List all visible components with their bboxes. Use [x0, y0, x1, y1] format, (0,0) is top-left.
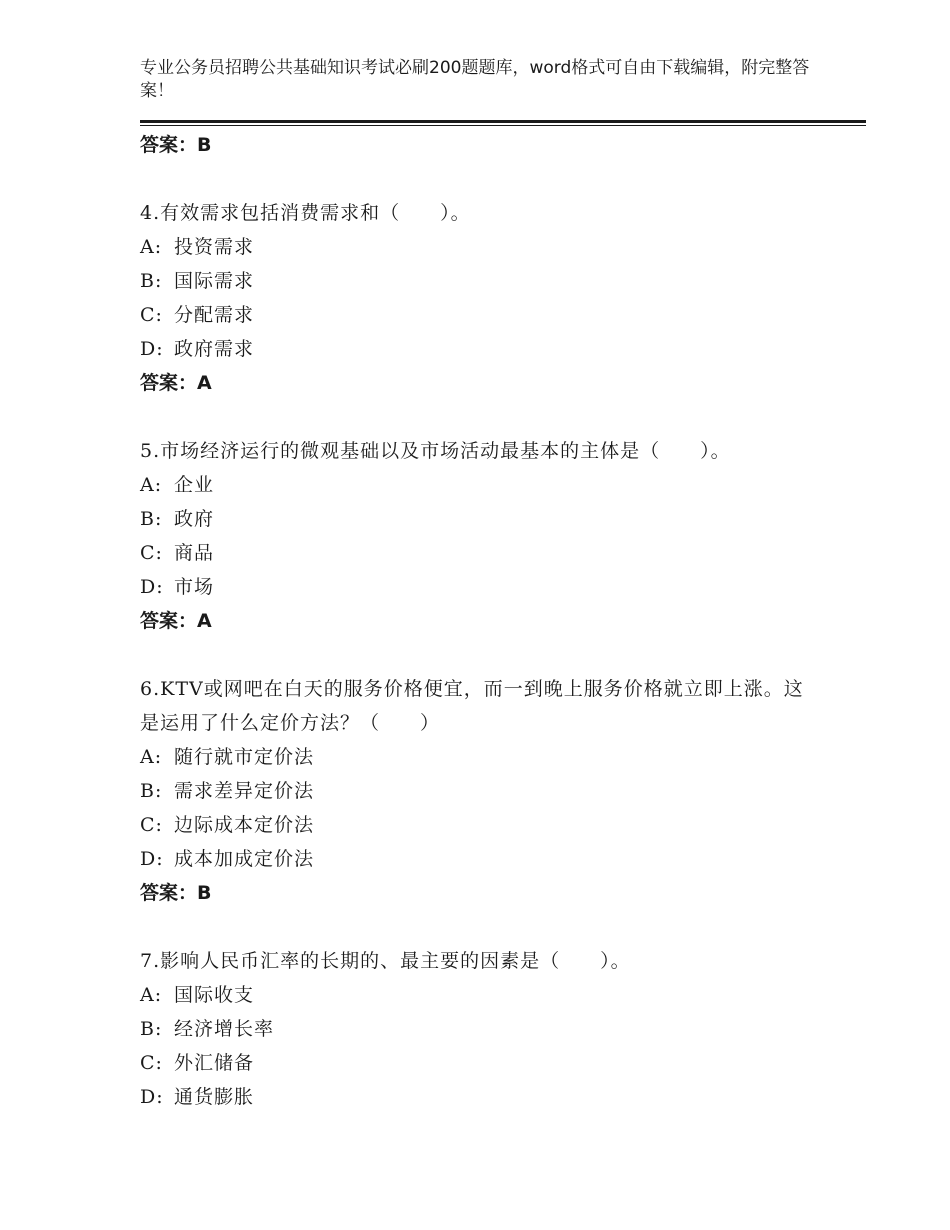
question-text: 5.市场经济运行的微观基础以及市场活动最基本的主体是（ ）。	[140, 440, 731, 462]
question-text: 7.影响人民币汇率的长期的、最主要的因素是（ ）。	[140, 950, 631, 972]
option-c	[140, 1046, 820, 1080]
option-letter: A:	[140, 984, 163, 1006]
document-body	[140, 128, 820, 1114]
option-c	[140, 536, 820, 570]
option-text: 经济增长率	[174, 1018, 275, 1040]
option-text: 政府	[174, 508, 215, 530]
option-letter: B:	[140, 1018, 163, 1040]
option-d	[140, 842, 820, 876]
option-a	[140, 978, 820, 1012]
option-text: 需求差异定价法	[174, 780, 315, 802]
option-text: 国际需求	[174, 270, 255, 292]
option-letter: B:	[140, 780, 163, 802]
question-text: 4.有效需求包括消费需求和（ ）。	[140, 202, 471, 224]
header-rule-thin	[140, 125, 866, 126]
spacer	[140, 638, 820, 672]
option-letter: C:	[140, 304, 163, 326]
option-letter: D:	[140, 1086, 164, 1108]
option-text: 通货膨胀	[174, 1086, 255, 1108]
question-block	[140, 944, 820, 1114]
answer-line: 答案：A	[140, 372, 212, 394]
option-letter: C:	[140, 542, 163, 564]
question-block	[140, 196, 820, 400]
option-letter: A:	[140, 236, 163, 258]
option-letter: D:	[140, 576, 164, 598]
option-text: 政府需求	[174, 338, 255, 360]
spacer	[140, 910, 820, 944]
option-b	[140, 264, 820, 298]
option-a	[140, 468, 820, 502]
option-c	[140, 808, 820, 842]
question-block	[140, 434, 820, 638]
option-letter: C:	[140, 1052, 163, 1074]
option-letter: D:	[140, 848, 164, 870]
option-d	[140, 1080, 820, 1114]
answer-line: 答案：A	[140, 610, 212, 632]
option-text: 投资需求	[174, 236, 255, 258]
option-text: 市场	[174, 576, 215, 598]
option-text: 随行就市定价法	[174, 746, 315, 768]
option-text: 成本加成定价法	[174, 848, 315, 870]
option-letter: D:	[140, 338, 164, 360]
option-text: 边际成本定价法	[174, 814, 315, 836]
option-letter: C:	[140, 814, 163, 836]
option-letter: A:	[140, 474, 163, 496]
question-block	[140, 672, 820, 910]
option-a	[140, 230, 820, 264]
header-rule	[140, 120, 866, 123]
option-a	[140, 740, 820, 774]
option-text: 外汇储备	[174, 1052, 255, 1074]
option-b	[140, 774, 820, 808]
option-b	[140, 1012, 820, 1046]
option-d	[140, 570, 820, 604]
option-text: 商品	[174, 542, 215, 564]
option-c	[140, 298, 820, 332]
page-header: 专业公务员招聘公共基础知识考试必刷200题题库，word格式可自由下载编辑，附完整答案！	[140, 58, 810, 101]
answer-line: 答案：B	[140, 134, 212, 156]
option-b	[140, 502, 820, 536]
option-text: 分配需求	[174, 304, 255, 326]
question-text: 6.KTV或网吧在白天的服务价格便宜，而一到晚上服务价格就立即上涨。这是运用了什么定价方法？（ ）	[140, 678, 804, 734]
option-letter: B:	[140, 270, 163, 292]
answer-line: 答案：B	[140, 882, 212, 904]
option-letter: B:	[140, 508, 163, 530]
spacer	[140, 162, 820, 196]
option-letter: A:	[140, 746, 163, 768]
option-text: 国际收支	[174, 984, 255, 1006]
spacer	[140, 400, 820, 434]
option-text: 企业	[174, 474, 215, 496]
option-d	[140, 332, 820, 366]
